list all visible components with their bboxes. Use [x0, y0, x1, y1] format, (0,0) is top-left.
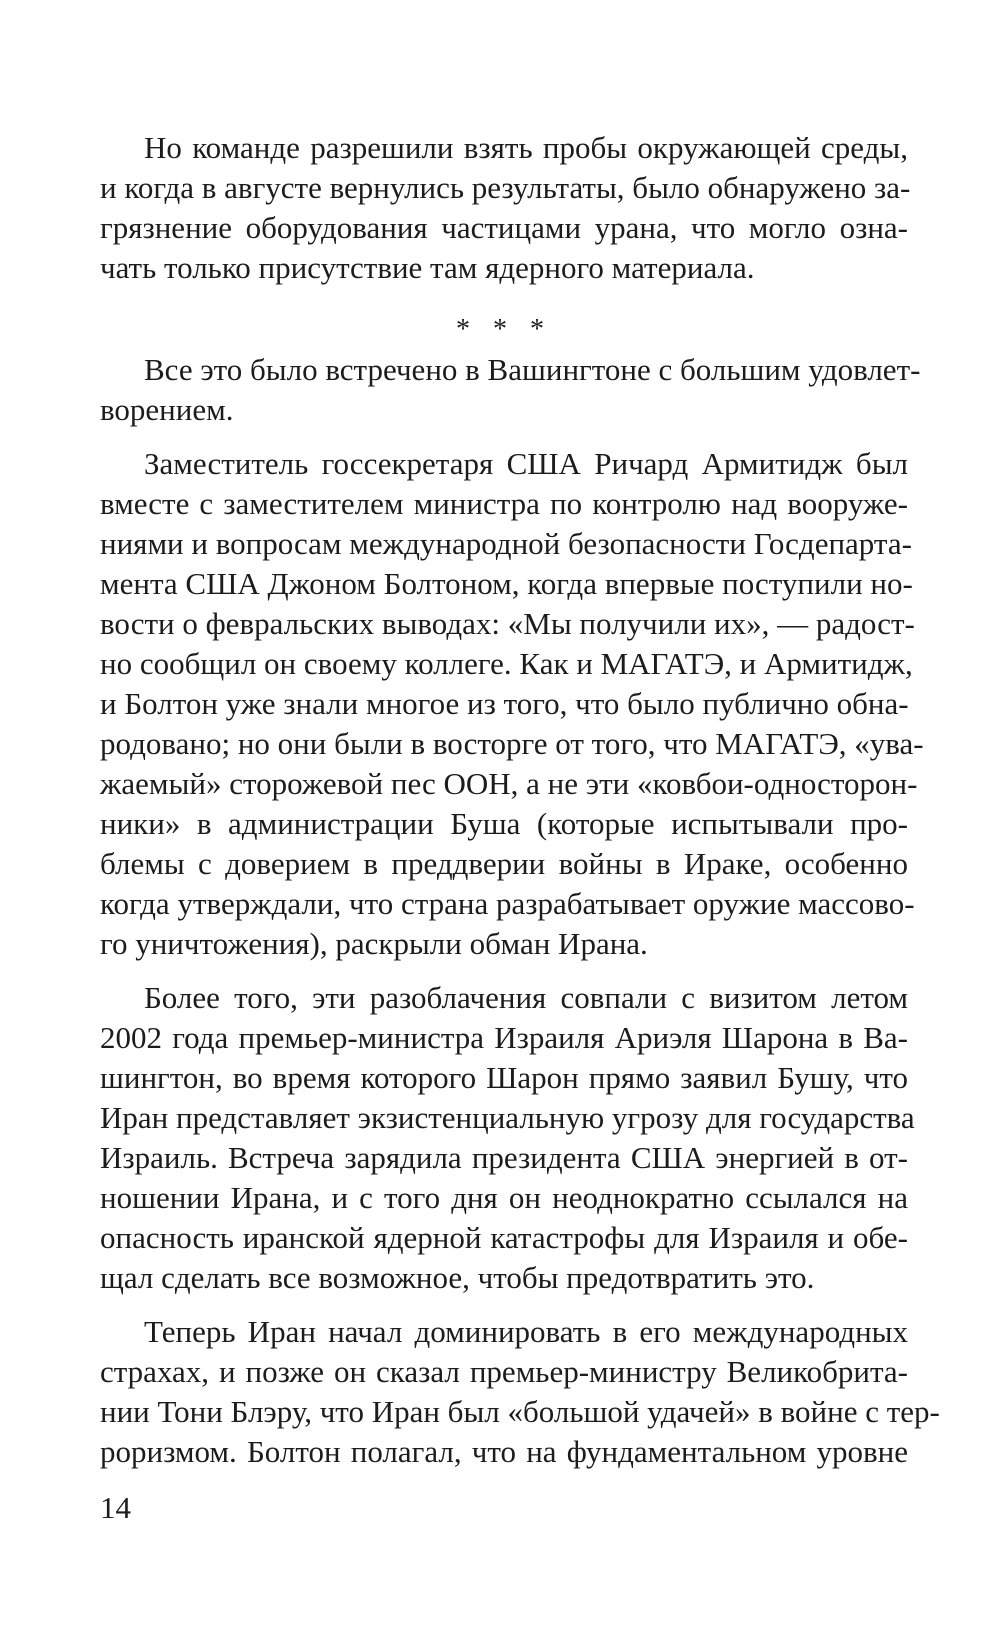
text-line: опасность иранской ядерной катастрофы для Израиля и обе- [100, 1220, 908, 1255]
text-line: Все это было встречено в Вашингтоне с большим удовлет- [144, 352, 921, 387]
paragraph [100, 1312, 940, 1472]
text-line: Но команде разрешили взять пробы окружающей среды, [144, 130, 908, 165]
paragraph [100, 444, 924, 964]
text-line: роризмом. Болтон полагал, что на фундаментальном уровне [100, 1434, 908, 1469]
section-separator: * * * [456, 314, 552, 345]
text-line: щал сделать все возможное, чтобы предотвратить это. [100, 1260, 815, 1295]
text-line: ношении Ирана, и с того дня он неоднократно ссылался на [100, 1180, 908, 1215]
text-line: вости о февральских выводах: «Мы получили их», — радост- [100, 606, 915, 641]
text-line: Израиль. Встреча зарядила президента США энергией в от- [100, 1140, 908, 1175]
text-line: родовано; но они были в восторге от того, что МАГАТЭ, «ува- [100, 726, 924, 761]
paragraph [100, 350, 921, 430]
text-line: когда утверждали, что страна разрабатывает оружие массово- [100, 886, 915, 921]
text-line: и Болтон уже знали многое из того, что было публично обна- [100, 686, 909, 721]
text-line: шингтон, во время которого Шарон прямо заявил Бушу, что [100, 1060, 908, 1095]
text-line: но сообщил он своему коллеге. Как и МАГАТЭ, и Армитидж, [100, 646, 913, 681]
text-line: Теперь Иран начал доминировать в его международных [144, 1314, 908, 1349]
text-line: и когда в августе вернулись результаты, было обнаружено за- [100, 170, 911, 205]
text-line: нии Тони Блэру, что Иран был «большой удачей» в войне с тер- [100, 1394, 940, 1429]
text-line: ворением. [100, 392, 234, 427]
page-body [100, 128, 940, 1472]
text-line: ниями и вопросам международной безопасности Госдепарта- [100, 526, 912, 561]
text-line: жаемый» сторожевой пес ООН, а не эти «ковбои-односторон- [100, 766, 918, 801]
text-line: го уничтожения), раскрыли обман Ирана. [100, 926, 648, 961]
page-number: 14 [100, 1490, 131, 1525]
text-line: вместе с заместителем министра по контролю над вооруже- [100, 486, 908, 521]
text-line: чать только присутствие там ядерного материала. [100, 250, 755, 285]
paragraph [100, 978, 915, 1298]
text-line: Заместитель госсекретаря США Ричард Армитидж был [144, 446, 908, 481]
text-line: мента США Джоном Болтоном, когда впервые поступили но- [100, 566, 913, 601]
text-line: блемы с доверием в преддверии войны в Ираке, особенно [100, 846, 908, 881]
text-line: Более того, эти разоблачения совпали с визитом летом [144, 980, 908, 1015]
text-line: грязнение оборудования частицами урана, что могло озна- [100, 210, 908, 245]
text-line: Иран представляет экзистенциальную угрозу для государства [100, 1100, 915, 1135]
text-line: страхах, и позже он сказал премьер-министру Великобрита- [100, 1354, 908, 1389]
text-line: 2002 года премьер-министра Израиля Ариэля Шарона в Ва- [100, 1020, 908, 1055]
text-line: ники» в администрации Буша (которые испытывали про- [100, 806, 908, 841]
paragraph [100, 128, 911, 288]
